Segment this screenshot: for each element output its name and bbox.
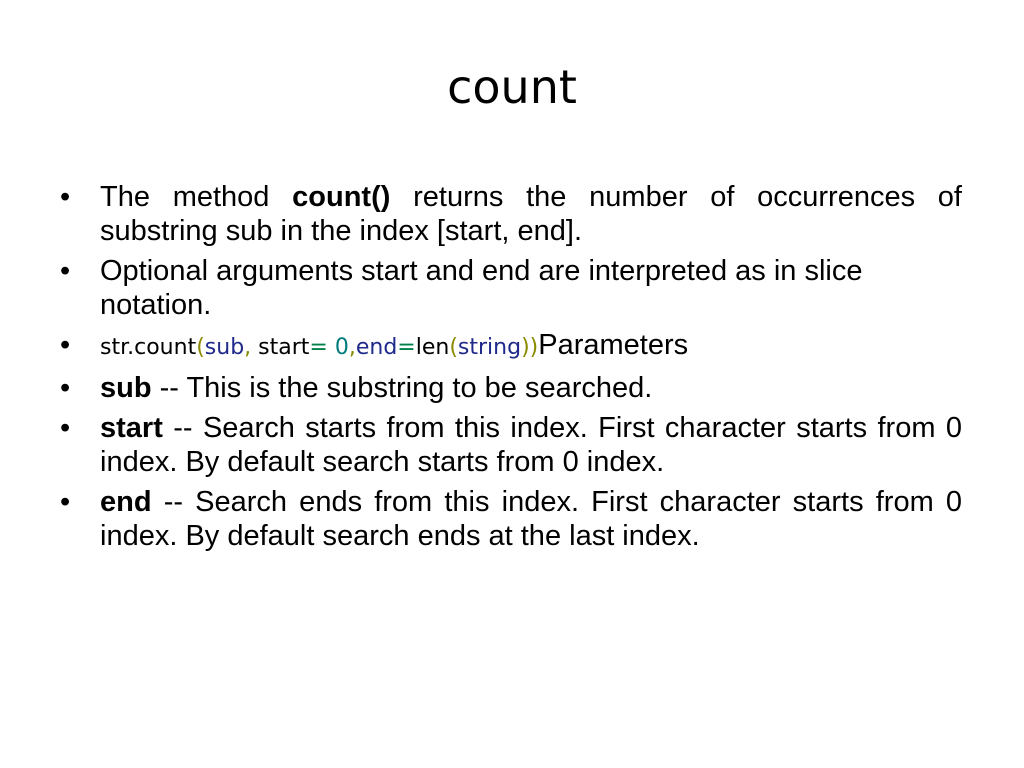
code-token: end bbox=[355, 335, 398, 360]
bullet-bold-term: count() bbox=[292, 181, 391, 213]
bullet-bold-term: end bbox=[100, 486, 152, 518]
bullet-item-end bbox=[58, 485, 962, 553]
bullet-dot: • bbox=[60, 181, 71, 213]
code-token: 0 bbox=[327, 335, 349, 360]
code-token: ( bbox=[196, 335, 205, 360]
bullet-text: returns the number of occurrences of substring sub in the index [start, end]. bbox=[100, 181, 962, 247]
code-token: start bbox=[251, 335, 310, 360]
code-token: sub bbox=[204, 335, 245, 360]
bullet-text: The method bbox=[100, 181, 293, 213]
bullet-text: Optional arguments start and end are interpreted as in slice notation. bbox=[100, 255, 863, 321]
code-token: , bbox=[244, 335, 252, 360]
bullet-dot: • bbox=[60, 486, 71, 518]
code-signature bbox=[100, 335, 538, 360]
bullet-bold-term: sub bbox=[100, 372, 152, 404]
code-token: = bbox=[309, 335, 328, 360]
bullet-item-method bbox=[58, 180, 962, 248]
code-token: len bbox=[415, 335, 450, 360]
bullet-text: -- This is the substring to be searched. bbox=[151, 372, 653, 404]
bullet-text: Parameters bbox=[538, 329, 689, 361]
code-token: count bbox=[134, 335, 197, 360]
bullet-bold-term: start bbox=[100, 412, 163, 444]
bullet-dot: • bbox=[60, 329, 71, 361]
bullet-list bbox=[58, 180, 962, 559]
bullet-dot: • bbox=[60, 372, 71, 404]
bullet-item-syntax bbox=[58, 328, 962, 365]
bullet-item-start bbox=[58, 411, 962, 479]
bullet-item-optional-arguments bbox=[58, 254, 962, 322]
code-token: = bbox=[397, 335, 416, 360]
code-token: string bbox=[457, 335, 522, 360]
bullet-text: -- Search ends from this index. First character starts from 0 index. By default search ends at the last index. bbox=[100, 486, 962, 552]
code-token: str bbox=[100, 335, 128, 360]
code-token: ( bbox=[449, 335, 458, 360]
slide-title: count bbox=[447, 60, 577, 114]
code-token: )) bbox=[521, 335, 539, 360]
code-token: . bbox=[127, 335, 135, 360]
bullet-text: -- Search starts from this index. First character starts from 0 index. By default search starts from 0 index. bbox=[100, 412, 962, 478]
code-token: , bbox=[348, 335, 356, 360]
bullet-item-sub bbox=[58, 371, 962, 405]
bullet-dot: • bbox=[60, 412, 71, 444]
bullet-dot: • bbox=[60, 255, 71, 287]
